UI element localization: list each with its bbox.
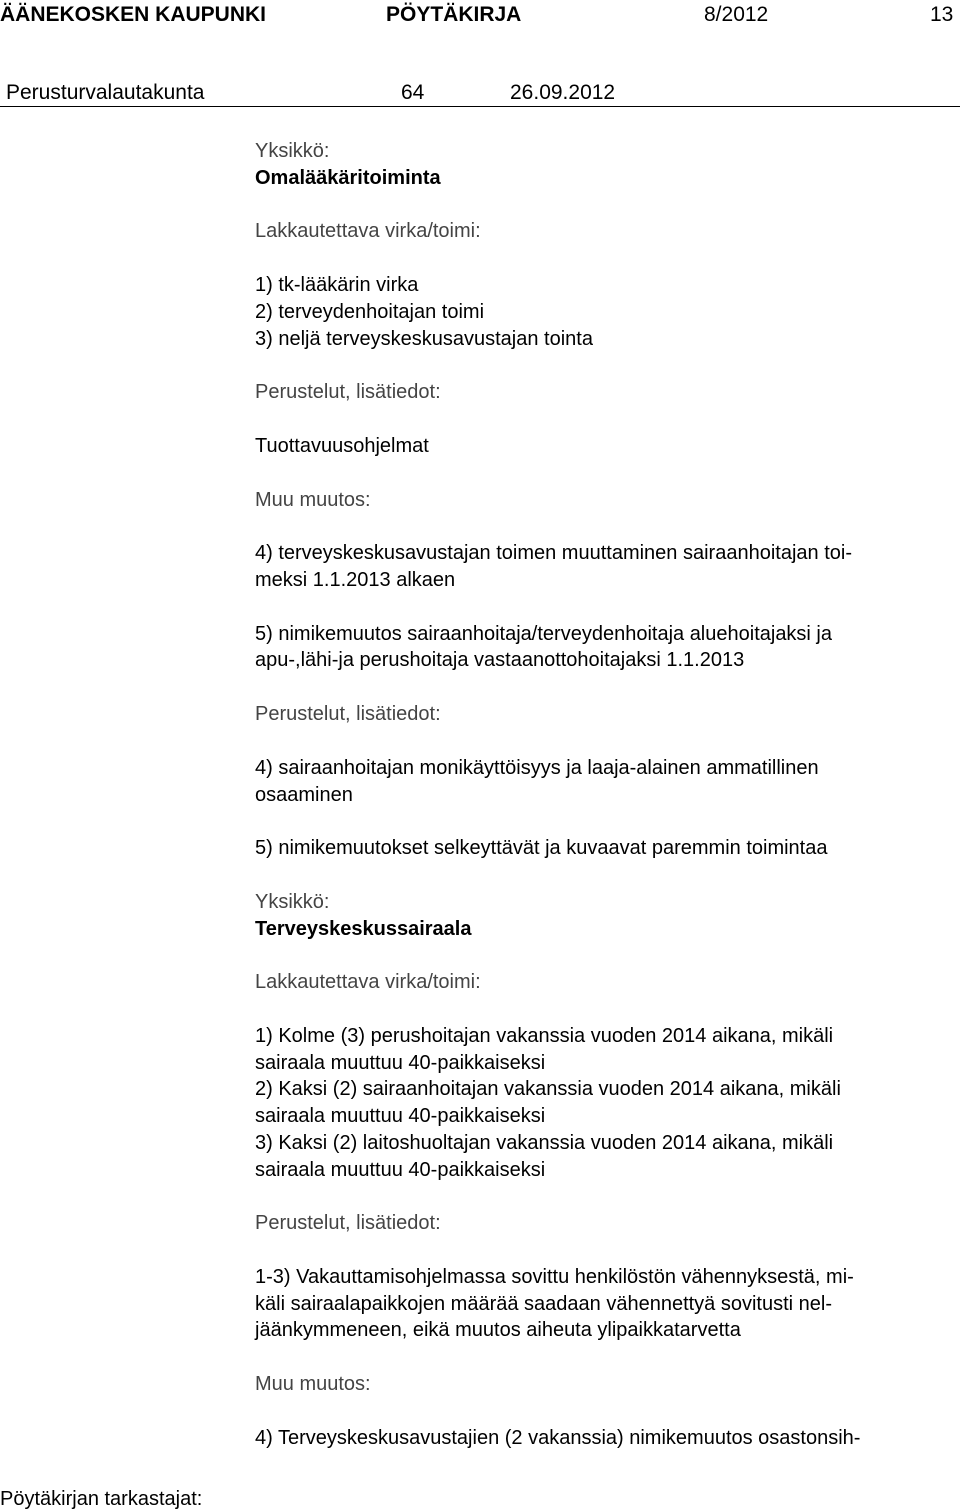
unit-name: Terveyskeskussairaala (255, 917, 472, 940)
other-change-item: 4) Terveyskeskusavustajien (2 vakanssia) nimikemuutos osastonsih- (255, 1426, 861, 1449)
abolish-label: Lakkautettava virka/toimi: (255, 971, 481, 994)
document-type: PÖYTÄKIRJA (386, 3, 522, 26)
other-change-item: apu-,lähi-ja perushoitaja vastaanottohoitajaksi 1.1.2013 (255, 649, 745, 672)
abolish-item: 1) tk-lääkärin virka (255, 274, 419, 297)
reason-item: osaaminen (255, 783, 353, 806)
reviewers-label: Pöytäkirjan tarkastajat: (0, 1488, 203, 1510)
reasons-label: Perustelut, lisätiedot: (255, 703, 441, 726)
reasons-label: Perustelut, lisätiedot: (255, 381, 441, 404)
abolish-label: Lakkautettava virka/toimi: (255, 220, 481, 243)
other-change-item: 4) terveyskeskusavustajan toimen muuttaminen sairaanhoitajan toi- (255, 542, 852, 565)
reasons-label: Perustelut, lisätiedot: (255, 1212, 441, 1235)
page-number: 13 (930, 3, 954, 26)
meeting-date: 26.09.2012 (510, 81, 616, 104)
unit-name: Omalääkäritoiminta (255, 166, 441, 189)
other-change-label: Muu muutos: (255, 488, 371, 511)
section-number: 64 (401, 81, 425, 104)
abolish-item: 3) neljä terveyskeskusavustajan tointa (255, 327, 593, 350)
abolish-item: 2) terveydenhoitajan toimi (255, 300, 485, 323)
document-number: 8/2012 (704, 3, 769, 26)
unit-label: Yksikkö: (255, 890, 330, 913)
reasons-text: käli sairaalapaikkojen määrää saadaan vähennettyä sovitusti nel- (255, 1292, 833, 1315)
abolish-item: sairaala muuttuu 40-paikkaiseksi (255, 1051, 546, 1074)
abolish-item: sairaala muuttuu 40-paikkaiseksi (255, 1105, 546, 1128)
other-change-item: meksi 1.1.2013 alkaen (255, 569, 456, 592)
reasons-text: 1-3) Vakauttamisohjelmassa sovittu henkilöstön vähennyksestä, mi- (255, 1265, 854, 1288)
unit-label: Yksikkö: (255, 140, 330, 162)
reasons-text: Tuottavuusohjelmat (255, 434, 429, 457)
document-header (0, 0, 960, 60)
organization-name: ÄÄNEKOSKEN KAUPUNKI (0, 3, 267, 26)
other-change-item: 5) nimikemuutos sairaanhoitaja/terveydenhoitaja aluehoitajaksi ja (255, 622, 833, 645)
reason-item: 4) sairaanhoitajan monikäyttöisyys ja laaja-alainen ammatillinen (255, 756, 819, 779)
other-change-label: Muu muutos: (255, 1373, 371, 1396)
reasons-text: jäänkymmeneen, eikä muutos aiheuta ylipaikkatarvetta (255, 1319, 741, 1342)
abolish-item: 1) Kolme (3) perushoitajan vakanssia vuoden 2014 aikana, mikäli (255, 1025, 834, 1048)
board-name: Perusturvalautakunta (6, 81, 205, 104)
abolish-item: 3) Kaksi (2) laitoshuoltajan vakanssia vuoden 2014 aikana, mikäli (255, 1131, 834, 1154)
document-body (255, 138, 955, 1452)
abolish-item: 2) Kaksi (2) sairaanhoitajan vakanssia vuoden 2014 aikana, mikäli (255, 1078, 841, 1101)
header-divider (0, 106, 960, 107)
abolish-item: sairaala muuttuu 40-paikkaiseksi (255, 1158, 546, 1181)
reason-item: 5) nimikemuutokset selkeyttävät ja kuvaavat paremmin toimintaa (255, 837, 828, 860)
